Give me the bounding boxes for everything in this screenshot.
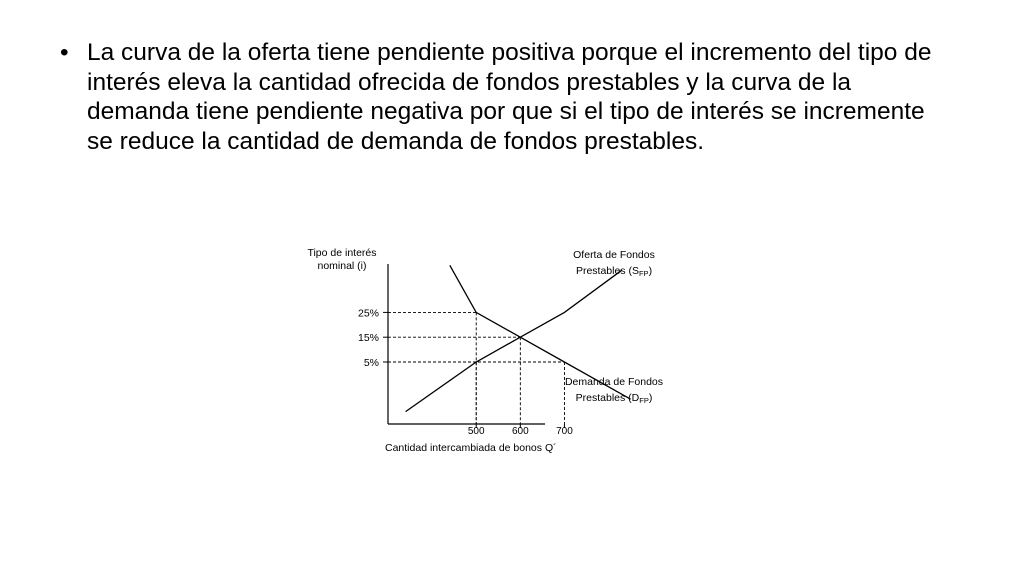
supply-label: Oferta de Fondos (573, 249, 655, 261)
slide-bullet-list (58, 38, 948, 156)
y-tick-label: 25% (357, 307, 379, 320)
chart-labels (307, 247, 663, 454)
bullet-item (58, 38, 948, 156)
y-axis-title: nominal (i) (317, 260, 367, 272)
supply-curve (406, 270, 622, 411)
y-tick-label: 15% (357, 332, 379, 345)
bullet-dot-icon: • (60, 39, 69, 66)
bullet-text: La curva de la oferta tiene pendiente positiva porque el incremento del tipo de interés eleva la cantidad ofrecida de fondos prestables y la curva de la demanda tiene pendiente negativa por que si el tipo de interés se incremente se reduce la cantidad de demanda de fondos prestables. (87, 39, 932, 155)
y-axis-title: Tipo de interés (307, 247, 377, 259)
chart-guide-lines (388, 312, 564, 424)
x-tick-label: 600 (511, 426, 529, 437)
demand-label-line2: Prestables (DFP) (575, 392, 653, 405)
x-tick-label: 700 (556, 426, 573, 437)
x-tick-label: 500 (467, 426, 485, 437)
demand-label: Demanda de Fondos (564, 376, 664, 388)
loanable-funds-chart (290, 238, 710, 463)
chart-curves (406, 265, 631, 411)
supply-label-line2: Prestables (SFP) (575, 265, 653, 278)
x-axis-title: Cantidad intercambiada de bonos Q´ (385, 442, 557, 454)
y-tick-label: 5% (363, 357, 379, 369)
